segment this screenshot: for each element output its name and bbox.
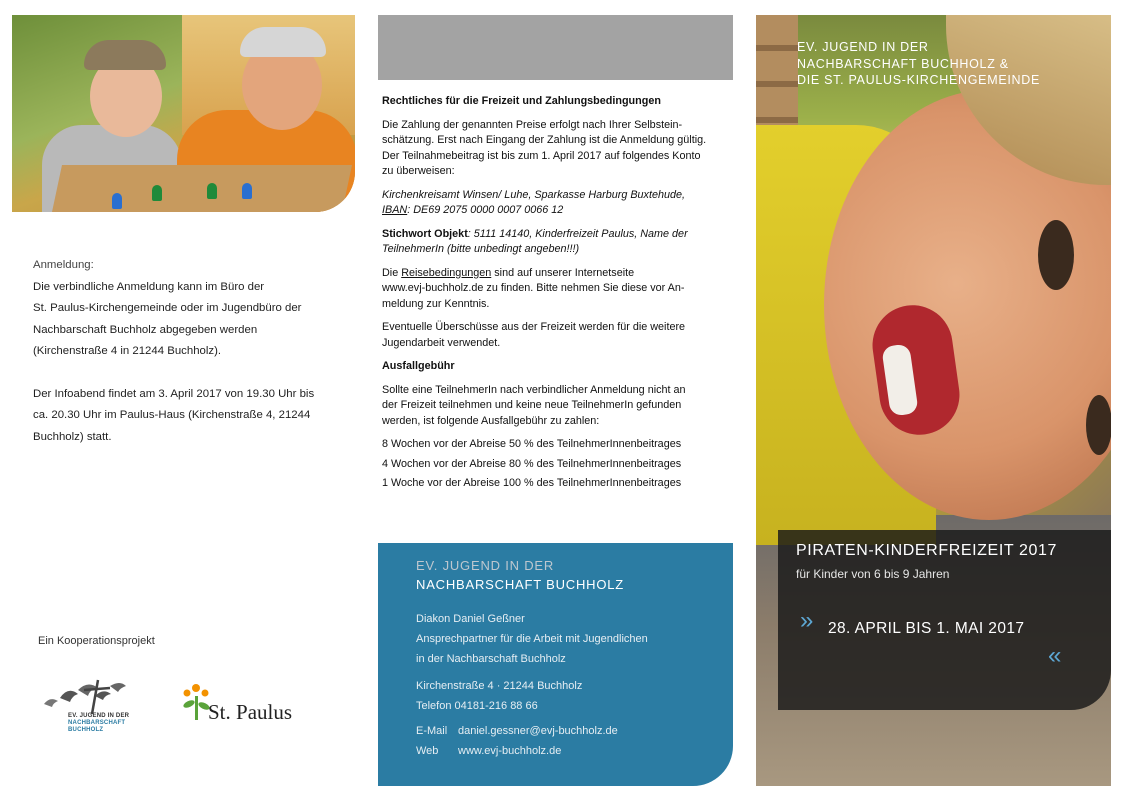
evj-buchholz-logo <box>40 676 155 733</box>
logo-evj-line: NACHBARSCHAFT BUCHHOLZ <box>68 720 126 733</box>
registration-line: (Kirchenstraße 4 in 21244 Buchholz). <box>33 345 222 357</box>
reference-label: Stichwort Objekt <box>382 227 468 240</box>
fee-item: 1 Woche vor der Abreise 100 % des TeilnehmerInnenbeitrages <box>382 477 682 489</box>
gray-header-bar <box>378 15 733 80</box>
info-evening-line: ca. 20.30 Uhr im Paulus-Haus (Kirchenstraße 4, 21244 <box>33 409 311 421</box>
doves-cross-icon <box>40 676 155 716</box>
registration-line: Die verbindliche Anmeldung kann im Büro der <box>33 280 265 293</box>
iban-value: : DE69 2075 0000 0007 0066 12 <box>407 204 564 216</box>
registration-heading: Anmeldung: <box>33 259 94 271</box>
cover-subtitle: für Kinder von 6 bis 9 Jahren <box>796 567 950 581</box>
contact-person: Diakon Daniel Geßner Ansprechpartner für die Arbeit mit Jugendlichen in der Nachbarschaft Buchholz <box>416 613 648 665</box>
cooperation-label: Ein Kooperationsprojekt <box>38 635 155 647</box>
contact-phone: Telefon 04181-216 88 66 <box>416 700 538 712</box>
travel-terms-link[interactable]: Reisebedingungen <box>401 266 492 279</box>
email-link[interactable]: daniel.gessner@evj-buchholz.de <box>458 725 618 737</box>
contact-org-line: NACHBARSCHAFT BUCHHOLZ <box>416 577 625 592</box>
surplus-paragraph: Eventuelle Überschüsse aus der Freizeit werden für die weitere Jugendarbeit verwendet. <box>382 321 686 349</box>
contact-org-line: EV. JUGEND IN DER <box>416 558 555 573</box>
contact-online <box>416 721 618 761</box>
bank-details: Kirchenkreisamt Winsen/ Luhe, Sparkasse Harburg Buxtehude, IBAN: DE69 2075 0000 0007 0066 12 <box>382 188 685 216</box>
info-evening-line: Buchholz) statt. <box>33 430 112 443</box>
registration-section <box>33 255 348 448</box>
info-evening-line: Der Infoabend findet am 3. April 2017 von 19.30 Uhr bis <box>33 387 315 400</box>
travel-terms-paragraph: Die Reisebedingungen sind auf unserer Internetseite www.evj-buchholz.de zu finden. Bitte nehmen Sie diese vor An- meldung zur Kenntnis. <box>382 266 685 310</box>
logo-evj-line: EV. JUGEND IN DER <box>68 713 130 719</box>
cover-title: PIRATEN-KINDERFREIZEIT 2017 <box>796 542 1057 559</box>
email-label: E-Mail <box>416 725 448 737</box>
double-chevron-right-icon: » <box>800 607 814 634</box>
web-link[interactable]: www.evj-buchholz.de <box>458 745 562 757</box>
cancellation-paragraph: Sollte eine TeilnehmerIn nach verbindlicher Anmeldung nicht an der Freizeit teilnehmen und keine neue TeilnehmerIn gefunden werden, ist folgende Ausfallgebühr zu zahlen: <box>382 383 686 427</box>
web-label: Web <box>416 745 439 757</box>
st-paulus-wordmark: St. Paulus <box>208 700 293 724</box>
photo-children-playing-board-game <box>12 15 355 212</box>
double-chevron-left-icon: « <box>1048 642 1062 669</box>
cover-dates: 28. APRIL BIS 1. MAI 2017 <box>828 620 1025 637</box>
st-paulus-logo <box>180 682 310 726</box>
contact-box <box>378 543 733 786</box>
cover-organisation: EV. JUGEND IN DER NACHBARSCHAFT BUCHHOLZ & DIE ST. PAULUS-KIRCHENGEMEINDE <box>797 40 1041 87</box>
registration-line: St. Paulus-Kirchengemeinde oder im Jugendbüro der <box>33 302 302 314</box>
iban-label: IBAN <box>382 204 408 216</box>
legal-heading: Rechtliches für die Freizeit und Zahlungsbedingungen <box>382 95 661 107</box>
cover-title-box <box>778 530 1111 710</box>
registration-line: Nachbarschaft Buchholz abgegeben werden <box>33 323 258 336</box>
fee-item: 4 Wochen vor der Abreise 80 % des TeilnehmerInnenbeitrages <box>382 457 682 470</box>
payment-paragraph: Die Zahlung der genannten Preise erfolgt nach Ihrer Selbstein- schätzung. Erst nach Eingang der Zahlung ist die Anmeldung gültig. Der Teilnahmebeitrag ist bis zum 1. April 2017 auf folgendes Konto zu überweisen: <box>382 118 707 177</box>
contact-address: Kirchenstraße 4 · 21244 Buchholz Telefon 04181-216 88 66 <box>416 676 582 716</box>
fee-item: 8 Wochen vor der Abreise 50 % des TeilnehmerInnenbeitrages <box>382 438 682 450</box>
legal-section <box>382 94 720 496</box>
cancellation-fee-heading: Ausfallgebühr <box>382 360 455 372</box>
reference-paragraph: Stichwort Objekt: 5111 14140, Kinderfreizeit Paulus, Name der TeilnehmerIn (bitte unbedingt angeben!!!) <box>382 227 688 255</box>
